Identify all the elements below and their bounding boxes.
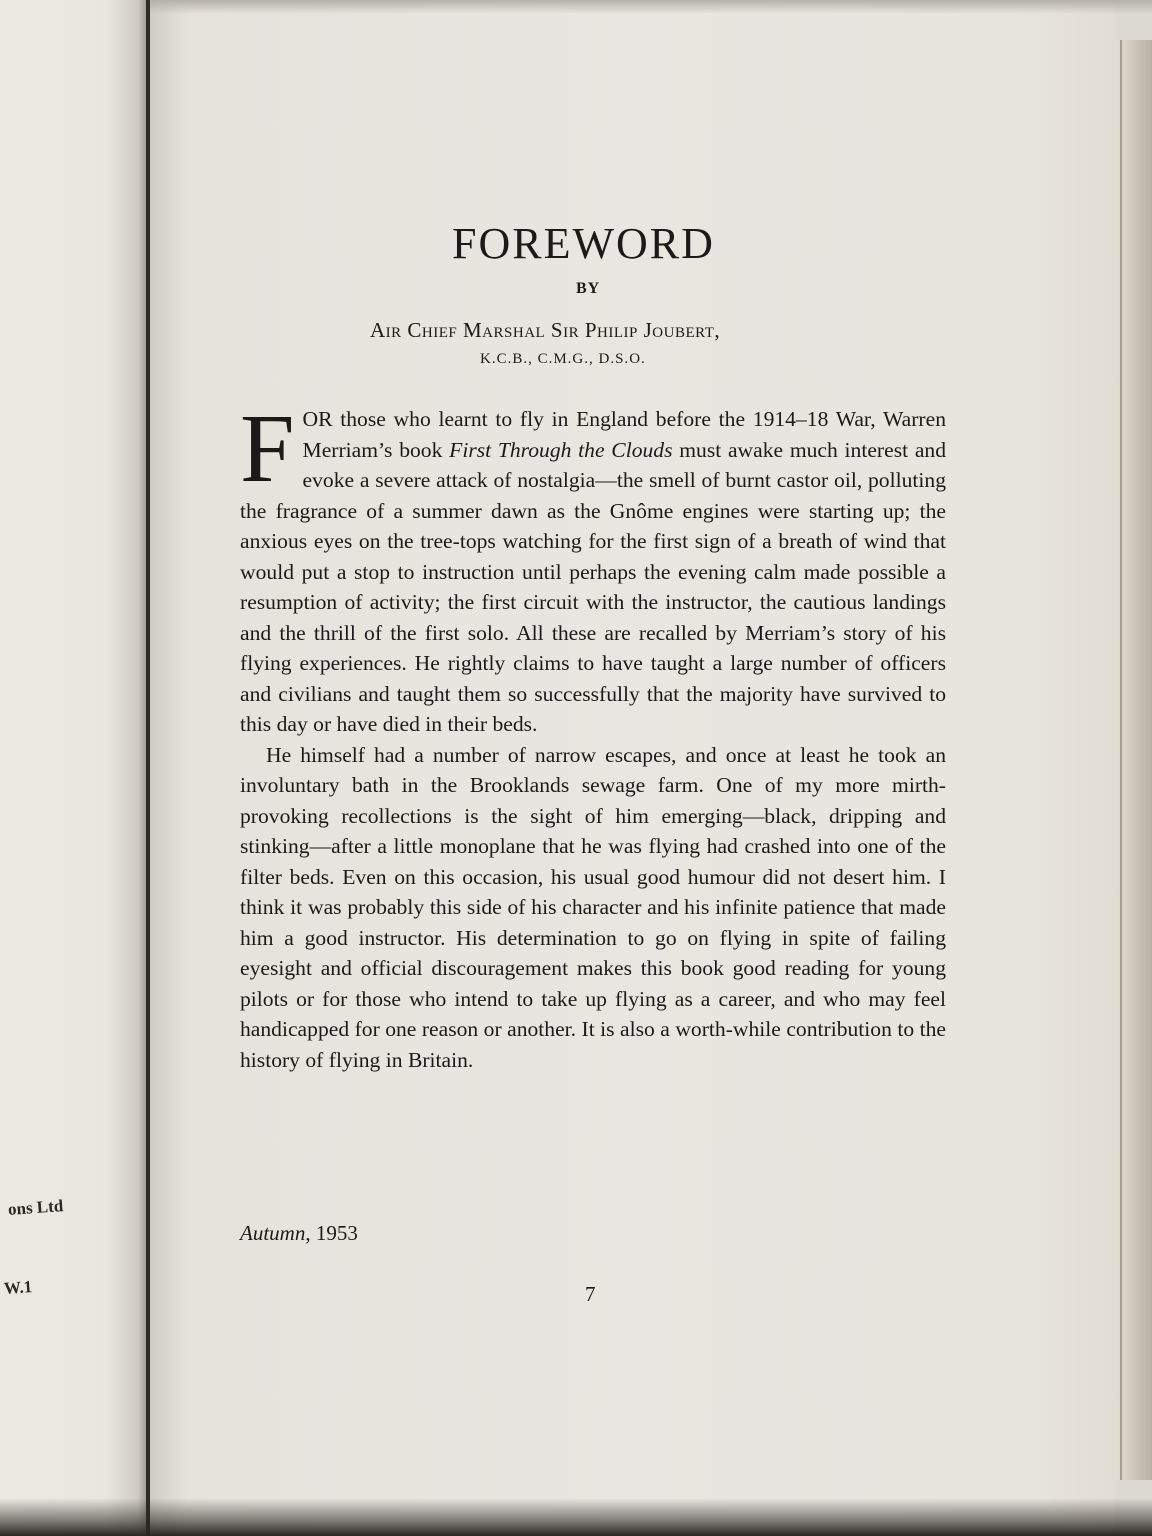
author-honours: K.C.B., C.M.G., D.S.O. bbox=[480, 351, 646, 367]
page-edge-line bbox=[1120, 40, 1122, 1480]
drop-cap: F bbox=[240, 395, 295, 503]
left-page-text-fragment: ons Ltd bbox=[7, 1196, 64, 1219]
sign-off-year: , 1953 bbox=[305, 1221, 358, 1245]
page-top-shadow bbox=[150, 0, 1152, 14]
foreword-body bbox=[240, 395, 947, 1075]
paragraph-text: must awake much interest and evoke a severe attack of nostalgia—the smell of burnt castor oil, polluting the fragrance of a summer dawn as the Gnôme engines were starting up; the anxious eyes on the tree-tops watching for the first sign of a breath of wind that would put a stop to instruction until perhaps the evening calm made possible a resumption of activity; the first circuit with the instructor, the cautious landings and the thrill of the first solo. All these are recalled by Merriam’s story of his flying experiences. He rightly claims to have taught a large number of officers and civilians and taught them so successfully that the majority have survived to this day or have died in their beds. bbox=[240, 437, 947, 736]
page-title: FOREWORD bbox=[452, 219, 715, 268]
left-page-text-fragment: W.1 bbox=[3, 1277, 33, 1298]
bottom-shadow bbox=[0, 1498, 1152, 1536]
paragraph: He himself had a number of narrow escapes, and once at least he took an involuntary bath in the Brooklands sewage farm. One of my more mirth-provoking recollections is the sight of him emerging—black, dripping and stinking—after a little monoplane that he was flying had crashed into one of the filter beds. Even on this occasion, his usual good humour did not desert him. I think it was probably this side of his character and his infinite patience that made him a good instructor. His determination to go on flying in spite of failing eyesight and official discouragement makes this book good reading for young pilots or for those who intend to take up flying as a career, and who may feel handicapped for one reason or another. It is also a worth-while contribution to the history of flying in Britain. bbox=[240, 742, 946, 1072]
sign-off-date bbox=[240, 1221, 358, 1246]
author-name: Air Chief Marshal Sir Philip Joubert, bbox=[370, 318, 721, 342]
paragraph bbox=[240, 395, 947, 740]
left-page bbox=[0, 0, 150, 1536]
paragraph-text: OR those who learnt to fly in England before the 1914–18 War, Warren Merriam’s book bbox=[302, 407, 946, 462]
page-number: 7 bbox=[585, 1282, 596, 1306]
sign-off-season: Autumn bbox=[240, 1221, 306, 1245]
book-title: First Through the Clouds bbox=[449, 437, 673, 462]
byline-by: BY bbox=[576, 280, 601, 297]
